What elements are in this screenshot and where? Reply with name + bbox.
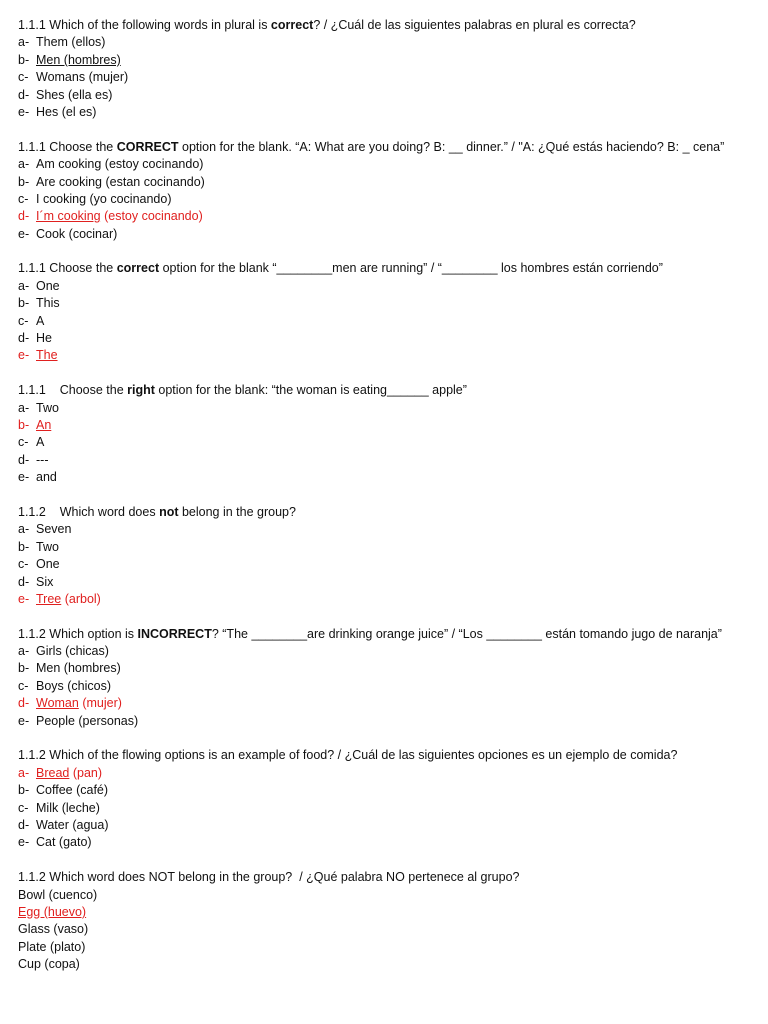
option-text-underlined: Egg (huevo) — [18, 904, 87, 919]
option-letter: b- — [18, 661, 30, 676]
answer-option — [18, 660, 758, 677]
answer-option-correct — [18, 417, 758, 434]
option-text: Cook (cocinar) — [36, 226, 118, 241]
answer-option — [18, 574, 758, 591]
option-text: --- — [36, 452, 49, 467]
question-number: 1.1.1 — [18, 139, 46, 154]
option-letter: b- — [18, 539, 30, 554]
answer-option — [18, 87, 758, 104]
question-text-segment: option for the blank. “A: What are you doing? B: __ dinner.” / "A: ¿Qué estás haciendo? B: _ cena” — [178, 139, 725, 154]
option-letter: e- — [18, 348, 30, 363]
question-number: 1.1.1 — [18, 383, 46, 398]
question-block — [18, 626, 758, 730]
option-letter: c- — [18, 313, 29, 328]
question-number: 1.1.2 — [18, 870, 46, 885]
option-text-underlined: Bread — [36, 765, 70, 780]
question-text-segment: option for the blank: “the woman is eating______ apple” — [154, 383, 467, 398]
question-text-segment: belong in the group? — [178, 504, 296, 519]
question-block — [18, 260, 758, 364]
option-letter: e- — [18, 591, 30, 606]
answer-option — [18, 104, 758, 121]
question-number: 1.1.1 — [18, 18, 46, 32]
option-letter: d- — [18, 817, 30, 832]
question-text-segment: Choose the — [49, 139, 117, 154]
option-letter: d- — [18, 209, 30, 224]
question-text-segment: Which word does NOT belong in the group? / ¿Qué palabra NO pertenece al grupo? — [49, 870, 520, 885]
option-text: Two — [36, 539, 59, 554]
answer-option — [18, 295, 758, 312]
question-text — [18, 382, 758, 399]
option-letter: a- — [18, 278, 30, 293]
option-letter: b- — [18, 174, 30, 189]
answer-option — [18, 469, 758, 486]
answer-option — [18, 921, 758, 938]
answer-option — [18, 226, 758, 243]
option-letter: a- — [18, 400, 30, 415]
question-block — [18, 747, 758, 851]
option-letter: d- — [18, 574, 30, 589]
answer-option-correct — [18, 591, 758, 608]
option-text: and — [36, 470, 57, 485]
option-letter: b- — [18, 52, 30, 67]
option-text-underlined: Men (hombres) — [36, 52, 121, 67]
option-letter: c- — [18, 557, 29, 572]
answer-option — [18, 713, 758, 730]
question-text-segment: Choose the — [49, 383, 128, 398]
answer-option — [18, 330, 758, 347]
option-text: Men (hombres) — [36, 661, 121, 676]
question-text-segment: ? “The ________are drinking orange juice” / “Los ________ están tomando jugo de naranja” — [211, 626, 722, 641]
question-emphasis: not — [159, 504, 179, 519]
question-text-segment: Which option is — [49, 626, 138, 641]
option-text: Them (ellos) — [36, 35, 106, 50]
answer-option — [18, 782, 758, 799]
option-text: Coffee (café) — [36, 783, 109, 798]
option-letter: c- — [18, 70, 29, 85]
question-block — [18, 382, 758, 486]
question-number: 1.1.1 — [18, 261, 46, 276]
option-text: People (personas) — [36, 713, 139, 728]
option-letter: d- — [18, 331, 30, 346]
answer-option-correct — [18, 695, 758, 712]
option-text: Plate (plato) — [18, 939, 86, 954]
option-text: (mujer) — [78, 696, 122, 711]
option-text: I cooking (yo cocinando) — [36, 191, 172, 206]
question-text-segment: option for the blank “________men are running” / “________ los hombres están corriendo” — [159, 261, 663, 276]
answer-option — [18, 34, 758, 51]
answer-option — [18, 521, 758, 538]
answer-option — [18, 956, 758, 973]
answer-option — [18, 556, 758, 573]
option-letter: a- — [18, 35, 30, 50]
option-letter: c- — [18, 435, 29, 450]
answer-option — [18, 643, 758, 660]
question-emphasis: correct — [116, 261, 160, 276]
answer-option — [18, 191, 758, 208]
option-letter: c- — [18, 800, 29, 815]
option-letter: a- — [18, 644, 30, 659]
option-text: A — [36, 313, 45, 328]
question-text — [18, 869, 758, 886]
question-emphasis: right — [127, 383, 155, 398]
answer-option — [18, 800, 758, 817]
option-text: Glass (vaso) — [18, 922, 89, 937]
option-letter: d- — [18, 696, 30, 711]
option-letter: e- — [18, 226, 30, 241]
question-block — [18, 504, 758, 608]
option-text: Milk (leche) — [36, 800, 100, 815]
answer-option-correct — [18, 208, 758, 225]
option-text: This — [36, 296, 60, 311]
option-letter: b- — [18, 417, 30, 432]
option-letter: d- — [18, 87, 30, 102]
option-text: He — [36, 331, 52, 346]
answer-option-correct — [18, 904, 758, 921]
option-letter: e- — [18, 104, 30, 119]
option-text: Am cooking (estoy cocinando) — [36, 157, 204, 172]
question-text-segment: Choose the — [49, 261, 117, 276]
option-text: Six — [36, 574, 54, 589]
answer-option — [18, 400, 758, 417]
option-letter: a- — [18, 157, 30, 172]
option-text: Cat (gato) — [36, 835, 92, 850]
option-text-underlined: An — [36, 417, 52, 432]
answer-option — [18, 817, 758, 834]
option-text: A — [36, 435, 45, 450]
option-text: Seven — [36, 522, 72, 537]
answer-option — [18, 156, 758, 173]
question-text — [18, 747, 758, 764]
option-letter: e- — [18, 835, 30, 850]
option-letter: c- — [18, 678, 29, 693]
answer-option — [18, 452, 758, 469]
question-text-segment: Which of the flowing options is an example of food? / ¿Cuál de las siguientes opciones es un ejemplo de comida? — [49, 748, 678, 763]
question-text — [18, 626, 758, 643]
question-text — [18, 504, 758, 521]
answer-option — [18, 174, 758, 191]
answer-option — [18, 539, 758, 556]
option-text: Shes (ella es) — [36, 87, 113, 102]
question-block — [18, 869, 758, 973]
question-emphasis: INCORRECT — [137, 626, 212, 641]
option-text: Two — [36, 400, 59, 415]
answer-option-correct — [18, 347, 758, 364]
option-text: Boys (chicos) — [36, 678, 112, 693]
question-number: 1.1.2 — [18, 504, 46, 519]
option-text-underlined: I´m cooking — [36, 209, 101, 224]
question-block — [18, 139, 758, 243]
answer-option — [18, 313, 758, 330]
answer-option — [18, 834, 758, 851]
option-text: One — [36, 278, 60, 293]
answer-option — [18, 278, 758, 295]
option-text: (arbol) — [61, 591, 101, 606]
option-text-underlined: Tree — [36, 591, 62, 606]
question-emphasis: correct — [270, 18, 314, 32]
option-text: Water (agua) — [36, 817, 109, 832]
option-text-underlined: The — [36, 348, 58, 363]
question-block — [18, 17, 758, 121]
answer-option — [18, 939, 758, 956]
option-text: Are cooking (estan cocinando) — [36, 174, 205, 189]
answer-option — [18, 52, 758, 69]
question-number: 1.1.2 — [18, 626, 46, 641]
option-text: One — [36, 557, 60, 572]
option-letter: c- — [18, 191, 29, 206]
option-text: Womans (mujer) — [36, 70, 129, 85]
option-letter: b- — [18, 783, 30, 798]
answer-option-correct — [18, 765, 758, 782]
option-letter: e- — [18, 713, 30, 728]
option-text: Cup (copa) — [18, 957, 80, 972]
question-text-segment: Which word does — [49, 504, 160, 519]
answer-option — [18, 69, 758, 86]
option-text: Bowl (cuenco) — [18, 887, 98, 902]
answer-option — [18, 887, 758, 904]
question-text — [18, 139, 758, 156]
option-letter: a- — [18, 765, 30, 780]
question-text — [18, 17, 758, 34]
option-text: (pan) — [69, 765, 103, 780]
option-letter: d- — [18, 452, 30, 467]
option-letter: a- — [18, 522, 30, 537]
question-text — [18, 260, 758, 277]
option-text: (estoy cocinando) — [100, 209, 203, 224]
option-text: Girls (chicas) — [36, 644, 109, 659]
option-text-underlined: Woman — [36, 696, 79, 711]
option-letter: b- — [18, 296, 30, 311]
question-text-segment: Which of the following words in plural is — [49, 18, 271, 32]
answer-option — [18, 434, 758, 451]
question-emphasis: CORRECT — [116, 139, 179, 154]
answer-option — [18, 678, 758, 695]
question-text-segment: ? / ¿Cuál de las siguientes palabras en plural es correcta? — [313, 18, 636, 32]
option-text: Hes (el es) — [36, 104, 97, 119]
option-letter: e- — [18, 470, 30, 485]
question-number: 1.1.2 — [18, 748, 46, 763]
